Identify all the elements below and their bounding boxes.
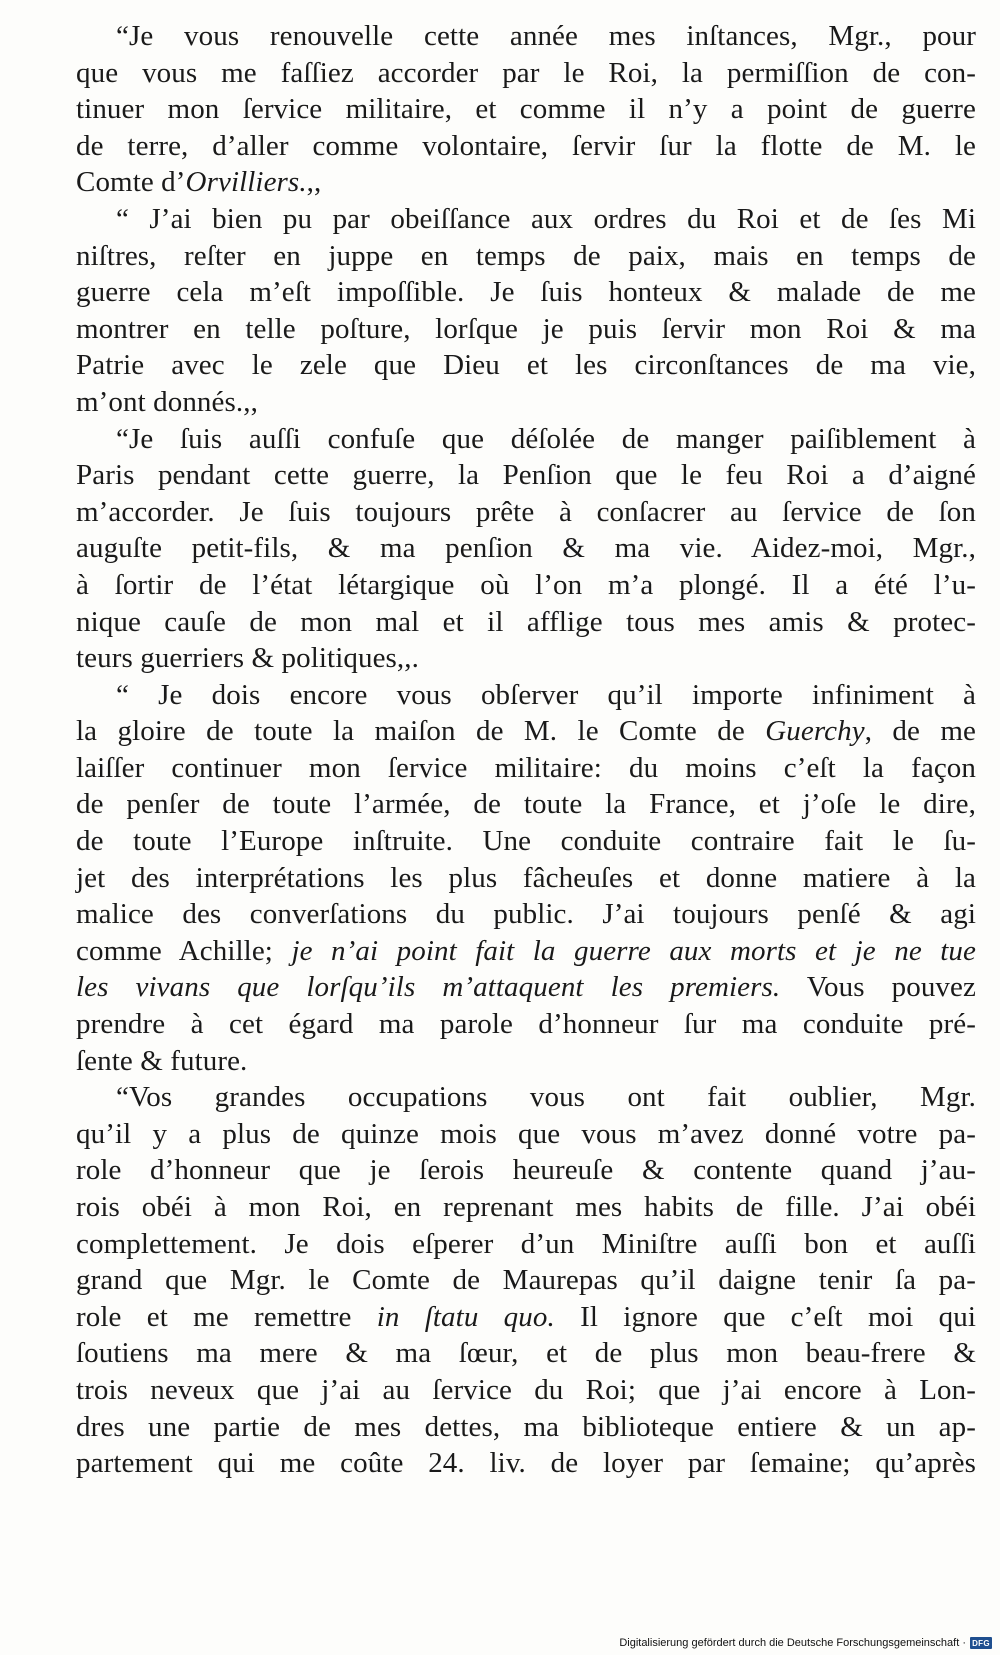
text-line-roman: ſoutiens ma mere & ma ſœur, et de plus mon beau-frere &	[76, 1337, 976, 1370]
text-line-roman: qu’il y a plus de quinze mois que vous m’avez donné votre pa-	[76, 1117, 976, 1150]
text-line-roman: auguſte petit-fils, & ma penſion & ma vie. Aidez-moi, Mgr.,	[76, 532, 976, 565]
text-line-roman: jet des interprétations les plus fâcheuſes et donne matiere à la	[76, 861, 976, 894]
text-line-roman: “ J’ai bien pu par obeiſſance aux ordres du Roi et de ſes Mi	[116, 202, 976, 235]
text-line	[76, 164, 976, 201]
text-line-roman: complettement. Je dois eſperer d’un Miniſtre auſſi bon et auſſi	[76, 1227, 976, 1260]
text-line-italic: les vivans que lorſqu’ils m’attaquent les premiers.	[76, 971, 781, 1004]
text-line	[76, 1152, 976, 1189]
text-line	[76, 530, 976, 567]
text-line	[76, 1335, 976, 1372]
text-line-tail: Il ignore que c’eſt moi qui	[554, 1300, 977, 1333]
text-line-roman: la gloire de toute la maiſon de M. le Comte de	[76, 715, 766, 748]
text-line-roman: de penſer de toute l’armée, de toute la France, et j’oſe le dire,	[76, 788, 976, 821]
text-line-roman: niſtres, reſter en juppe en temps de paix, mais en temps de	[76, 239, 976, 272]
text-line-roman: ſente & future.	[76, 1044, 248, 1077]
text-line	[76, 1409, 976, 1446]
text-line-roman: malice des converſations du public. J’ai toujours penſé & agi	[76, 898, 976, 931]
text-line	[76, 1445, 976, 1482]
text-line-roman: nique cauſe de mon mal et il afflige tous mes amis & protec-	[76, 605, 976, 638]
credit-text: Digitalisierung gefördert durch die Deutsche Forschungsgemeinschaft ·	[619, 1637, 966, 1649]
text-line	[76, 640, 976, 677]
text-line	[76, 823, 976, 860]
text-line	[76, 91, 976, 128]
digitization-credit	[619, 1637, 992, 1649]
text-line-roman: trois neveux que j’ai au ſervice du Roi; que j’ai encore à Lon-	[76, 1373, 976, 1406]
text-line	[76, 1226, 976, 1263]
text-line-roman: role et me remettre	[76, 1300, 377, 1333]
text-line-roman: de toute l’Europe inſtruite. Une conduite contraire fait le ſu-	[76, 825, 976, 858]
text-line	[76, 128, 976, 165]
text-line-roman: Comte d’	[76, 166, 186, 199]
text-line	[76, 347, 976, 384]
text-line	[76, 1189, 976, 1226]
text-line-roman: “Vos grandes occupations vous ont fait oublier, Mgr.	[116, 1081, 976, 1114]
text-line	[76, 384, 976, 421]
text-line-roman: Paris pendant cette guerre, la Penſion que le feu Roi a d’aigné	[76, 459, 976, 492]
text-line	[76, 238, 976, 275]
text-line	[76, 274, 976, 311]
text-line	[76, 1262, 976, 1299]
text-line-roman: à ſortir de l’état létargique où l’on m’a plongé. Il a été l’u-	[76, 568, 976, 601]
text-line-roman: grand que Mgr. le Comte de Maurepas qu’il daigne tenir ſa pa-	[76, 1264, 976, 1297]
text-line	[76, 55, 976, 92]
text-line-roman: laiſſer continuer mon ſervice militaire: du moins c’eſt la façon	[76, 751, 976, 784]
text-line	[76, 1116, 976, 1153]
text-line	[76, 1299, 976, 1336]
text-line-roman: “Je vous renouvelle cette année mes inſtances, Mgr., pour	[116, 20, 976, 52]
text-line	[76, 18, 976, 55]
text-line-roman: guerre cela m’eſt impoſſible. Je ſuis honteux & malade de me	[76, 276, 976, 309]
text-line	[76, 1043, 976, 1080]
text-line-roman: tinuer mon ſervice militaire, et comme il n’y a point de guerre	[76, 93, 976, 126]
text-line	[76, 750, 976, 787]
text-line	[76, 677, 976, 714]
text-line-roman: role d’honneur que je ſerois heureuſe & contente quand j’au-	[76, 1154, 976, 1187]
text-line	[76, 457, 976, 494]
text-line-tail: Vous pouvez	[780, 971, 976, 1004]
body-text	[76, 18, 976, 1482]
text-line-roman: “Je ſuis auſſi confuſe que déſolée de manger paiſiblement à	[116, 422, 976, 455]
text-line-roman: comme Achille;	[76, 934, 292, 967]
text-line	[76, 1006, 976, 1043]
text-line-roman: teurs guerriers & politiques,,.	[76, 642, 419, 675]
text-line-italic: Orvilliers.	[185, 166, 307, 199]
text-line-italic: je n’ai point fait la guerre aux morts et je ne tue	[291, 934, 976, 967]
text-line-roman: “ Je dois encore vous obſerver qu’il importe infiniment à	[116, 678, 976, 711]
text-line	[76, 896, 976, 933]
text-line	[76, 311, 976, 348]
text-line	[76, 604, 976, 641]
text-line-tail: ,,	[306, 166, 322, 199]
text-line-roman: rois obéi à mon Roi, en reprenant mes habits de fille. J’ai obéi	[76, 1191, 976, 1223]
text-line-roman: que vous me faſſiez accorder par le Roi, la permiſſion de con-	[76, 56, 976, 89]
text-line-italic: Guerchy	[765, 715, 865, 748]
text-line	[76, 786, 976, 823]
text-line	[76, 201, 976, 238]
text-line-roman: Patrie avec le zele que Dieu et les circonſtances de ma vie,	[76, 349, 976, 382]
text-line-roman: dres une partie de mes dettes, ma biblioteque entiere & un ap-	[76, 1410, 976, 1443]
text-line-roman: prendre à cet égard ma parole d’honneur ſur ma conduite pré-	[76, 1008, 976, 1041]
text-line-roman: de terre, d’aller comme volontaire, ſervir ſur la flotte de M. le	[76, 129, 976, 162]
text-line	[76, 1372, 976, 1409]
text-line-tail: , de me	[864, 715, 976, 748]
text-line	[76, 713, 976, 750]
dfg-logo-icon: DFG	[970, 1637, 992, 1649]
text-line-roman: partement qui me coûte 24. liv. de loyer par ſemaine; qu’après	[76, 1447, 976, 1480]
text-line-roman: montrer en telle poſture, lorſque je puis ſervir mon Roi & ma	[76, 312, 976, 345]
text-line	[76, 1079, 976, 1116]
text-line-italic: in ſtatu quo.	[376, 1300, 555, 1333]
text-line	[76, 421, 976, 458]
text-line	[76, 567, 976, 604]
text-line	[76, 494, 976, 531]
text-line-roman: m’accorder. Je ſuis toujours prête à conſacrer au ſervice de ſon	[76, 495, 976, 528]
text-line	[76, 860, 976, 897]
text-line-roman: m’ont donnés.,,	[76, 385, 258, 418]
text-line	[76, 933, 976, 970]
text-line	[76, 969, 976, 1006]
